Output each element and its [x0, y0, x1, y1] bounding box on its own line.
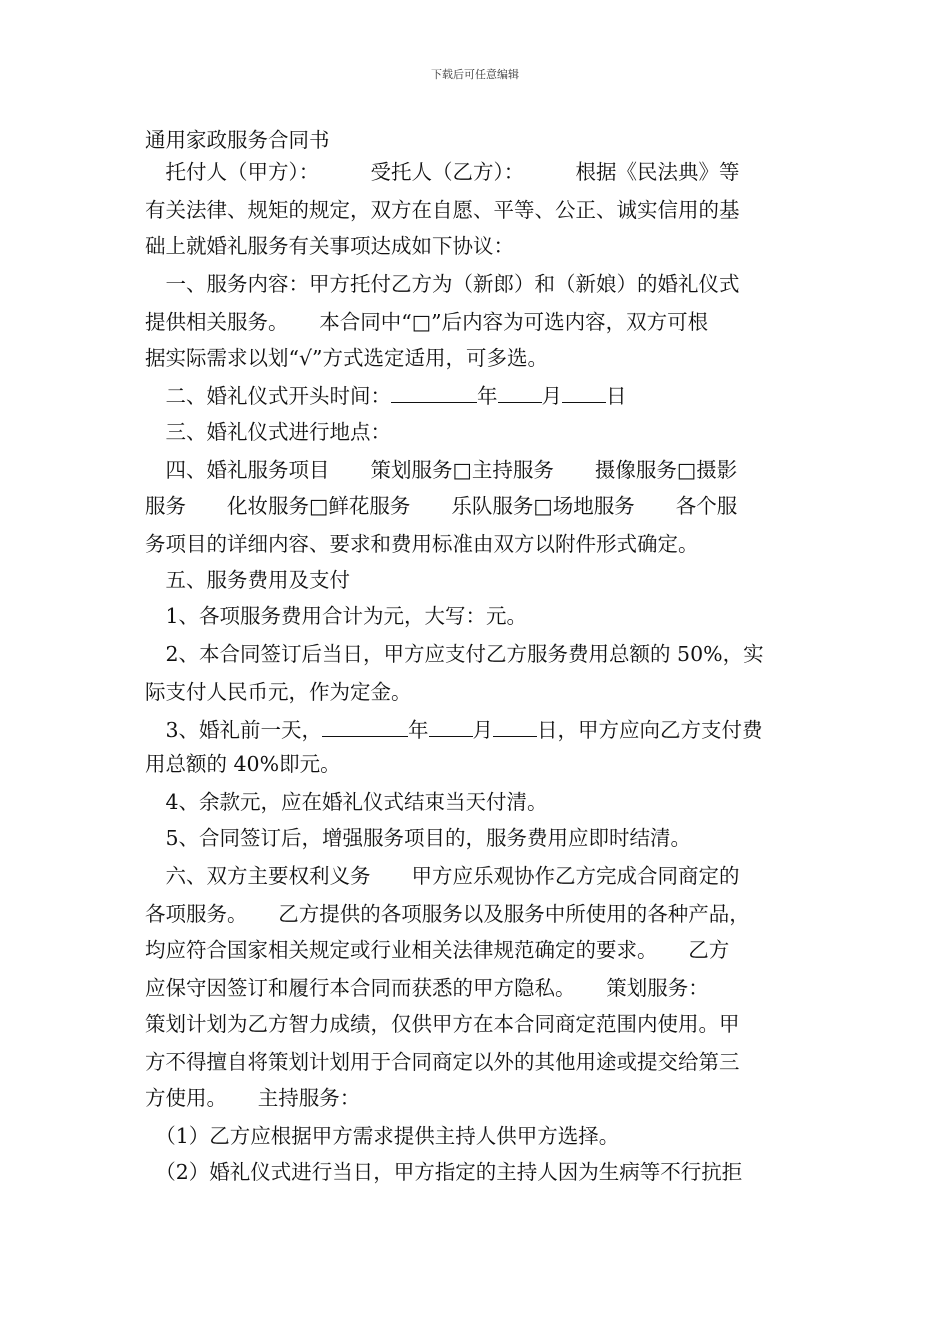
day-label: 日，甲方应向乙方支付费: [537, 718, 763, 742]
paragraph-line: 应保守因签订和履行本合同而获悉的甲方隐私。 策划服务：: [145, 976, 709, 1000]
paragraph-line: 据实际需求以划“√”方式选定适用，可多选。: [145, 346, 549, 370]
paragraph-line: 用总额的 40%即元。: [145, 752, 341, 776]
paragraph-line: （2）婚礼仪式进行当日，甲方指定的主持人因为生病等不行抗拒: [145, 1160, 743, 1184]
paragraph-line: 方不得擅自将策划计划用于合同商定以外的其他用途或提交给第三: [145, 1050, 740, 1074]
paragraph-line: 策划计划为乙方智力成绩，仅供甲方在本合同商定范围内使用。甲: [145, 1012, 740, 1036]
paragraph-line: 一、服务内容：甲方托付乙方为（新郎）和（新娘）的婚礼仪式: [145, 272, 740, 296]
year-blank: [391, 382, 477, 403]
section-heading: 五、服务费用及支付: [145, 568, 350, 592]
month-label: 月: [472, 718, 494, 742]
paragraph-text: 二、婚礼仪式开头时间：: [145, 384, 391, 408]
month-blank: [429, 716, 473, 737]
paragraph-line: 际支付人民币元，作为定金。: [145, 680, 412, 704]
paragraph-line: 1、各项服务费用合计为元，大写：元。: [145, 604, 528, 628]
year-label: 年: [408, 718, 429, 742]
month-label: 月: [541, 384, 562, 408]
paragraph-line: 2、本合同签订后当日，甲方应支付乙方服务费用总额的 50%，实: [145, 642, 764, 666]
paragraph-line: 均应符合国家相关规定或行业相关法律规范确定的要求。 乙方: [145, 938, 730, 962]
day-blank: [493, 716, 537, 737]
document-title: 通用家政服务合同书: [145, 128, 330, 152]
paragraph-text: 3、婚礼前一天，: [145, 718, 323, 742]
page-header-note: 下载后可任意编辑: [431, 68, 519, 81]
paragraph-line: 5、合同签订后，增强服务项目的，服务费用应即时结清。: [145, 826, 692, 850]
year-blank: [322, 716, 408, 737]
paragraph-line: 服务 化妆服务□鲜花服务 乐队服务□场地服务 各个服: [145, 494, 738, 518]
paragraph-line: 有关法律、规矩的规定，双方在自愿、平等、公正、诚实信用的基: [145, 198, 740, 222]
paragraph-line: 提供相关服务。 本合同中“□”后内容为可选内容，双方可根: [145, 310, 709, 334]
section-heading: 六、双方主要权利义务 甲方应乐观协作乙方完成合同商定的: [145, 864, 740, 888]
paragraph-line: 各项服务。 乙方提供的各项服务以及服务中所使用的各种产品，: [145, 902, 750, 926]
day-label: 日: [606, 384, 627, 408]
paragraph-line: 托付人（甲方）： 受托人（乙方）： 根据《民法典》等: [145, 160, 740, 184]
paragraph-line: 务项目的详细内容、要求和费用标准由双方以附件形式确定。: [145, 532, 699, 556]
paragraph-line: （1）乙方应根据甲方需求提供主持人供甲方选择。: [145, 1124, 620, 1148]
ceremony-start-time-line: [145, 382, 627, 408]
month-blank: [498, 382, 542, 403]
paragraph-line: 方使用。 主持服务：: [145, 1086, 361, 1110]
paragraph-line: 础上就婚礼服务有关事项达成如下协议：: [145, 234, 514, 258]
year-label: 年: [477, 384, 498, 408]
paragraph-line: 三、婚礼仪式进行地点：: [145, 420, 391, 444]
day-blank: [562, 382, 606, 403]
paragraph-line: 四、婚礼服务项目 策划服务□主持服务 摄像服务□摄影: [145, 458, 738, 482]
payment-date-line: [145, 716, 763, 742]
paragraph-line: 4、余款元，应在婚礼仪式结束当天付清。: [145, 790, 548, 814]
